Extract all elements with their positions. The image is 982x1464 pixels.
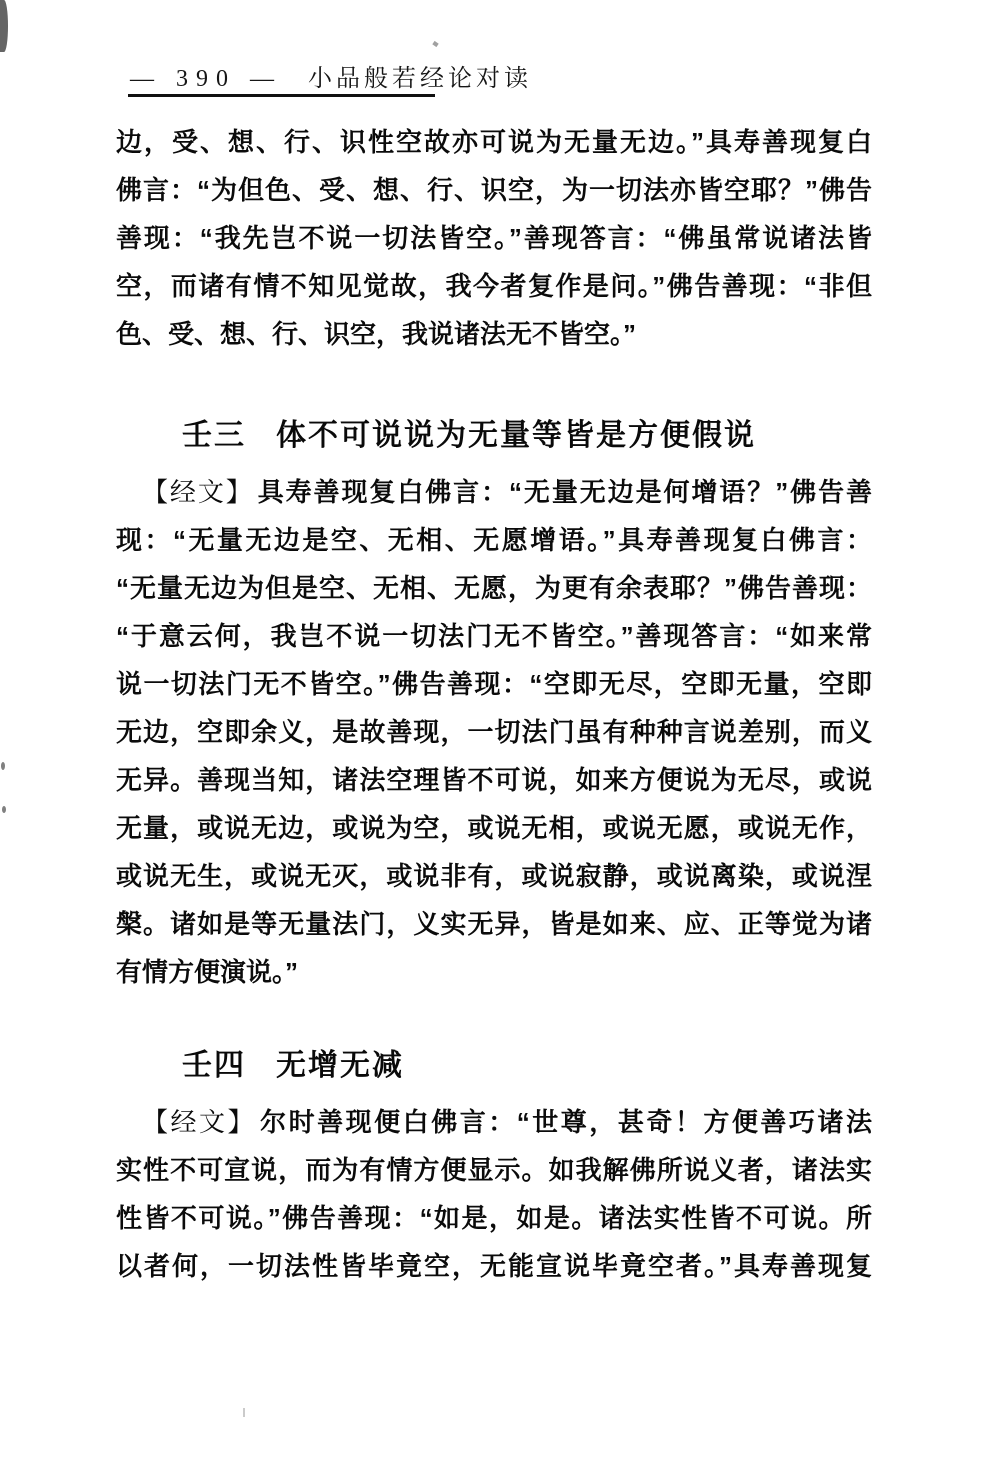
paragraph [116, 118, 872, 358]
text-line: 槃。诸如是等无量法门，义实无异，皆是如来、应、正等觉为诸 [116, 909, 872, 939]
text-line: 善现：“我先岂不说一切法皆空。”善现答言：“佛虽常说诸法皆 [116, 223, 872, 253]
heading-title: 体不可说说为无量等皆是方便假说 [276, 419, 756, 452]
text-line: 边，受、想、行、识性空故亦可说为无量无边。”具寿善现复白 [116, 127, 872, 157]
scan-artifact [432, 41, 438, 47]
jingwen-label: 【经文】 [142, 1108, 257, 1137]
heading-number: 壬三 [182, 419, 246, 452]
text-line [116, 468, 872, 516]
text-line: 实性不可宣说，而为有情方便显示。如我解佛所说义者，诸法实 [116, 1155, 872, 1185]
text-line: 空，而诸有情不知见觉故，我今者复作是问。”佛告善现：“非但 [116, 271, 872, 301]
text-line: 佛言：“为但色、受、想、行、识空，为一切法亦皆空耶？”佛告 [116, 175, 872, 205]
scan-artifact [0, 0, 8, 52]
section-heading [116, 412, 872, 460]
jingwen-label: 【经文】 [142, 478, 254, 507]
book-title: 小品般若经论对读 [308, 66, 532, 92]
page-number: — 390 — [130, 66, 282, 92]
text-line [116, 1098, 872, 1146]
heading-title: 无增无减 [276, 1049, 404, 1082]
text-line: 色、受、想、行、识空，我说诸法无不皆空。” [116, 319, 637, 349]
text-line: 无异。善现当知，诸法空理皆不可说，如来方便说为无尽，或说 [116, 765, 872, 795]
text-line: 说一切法门无不皆空。”佛告善现：“空即无尽，空即无量，空即 [116, 669, 872, 699]
text-line: 有情方便演说。” [116, 957, 299, 987]
line-text: 具寿善现复白佛言：“无量无边是何增语？”佛告善 [257, 477, 872, 507]
text-line: 或说无生，或说无灭，或说非有，或说寂静，或说离染，或说涅 [116, 861, 872, 891]
line-text: 尔时善现便白佛言：“世尊，甚奇！方便善巧诸法 [260, 1107, 872, 1137]
text-line: 以者何，一切法性皆毕竟空，无能宣说毕竟空者。”具寿善现复 [116, 1251, 872, 1281]
paragraph [116, 468, 872, 996]
text-line: 性皆不可说。”佛告善现：“如是，如是。诸法实性皆不可说。所 [116, 1203, 872, 1233]
text-line: 无量，或说无边，或说为空，或说无相，或说无愿，或说无作， [116, 813, 872, 843]
text-line: “于意云何，我岂不说一切法门无不皆空。”善现答言：“如来常 [116, 621, 872, 651]
scan-artifact [1, 762, 5, 770]
text-line: “无量无边为但是空、无相、无愿，为更有余表耶？”佛告善现： [116, 573, 872, 603]
scan-artifact [243, 1408, 245, 1417]
text-column [116, 118, 872, 1290]
scan-artifact [2, 806, 6, 813]
header-rule [128, 94, 435, 97]
paragraph [116, 1098, 872, 1290]
text-line: 现：“无量无边是空、无相、无愿增语。”具寿善现复白佛言： [116, 525, 872, 555]
running-head [130, 58, 532, 93]
text-line: 无边，空即余义，是故善现，一切法门虽有种种言说差别，而义 [116, 717, 872, 747]
section-heading [116, 1042, 872, 1090]
heading-number: 壬四 [182, 1049, 246, 1082]
